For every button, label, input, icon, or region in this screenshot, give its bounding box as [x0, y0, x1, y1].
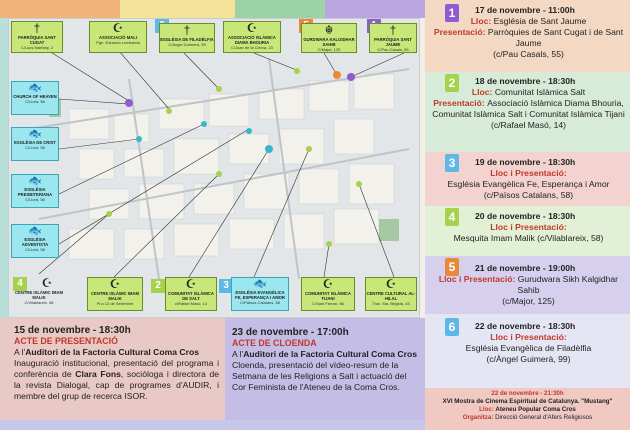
event-addr: (c/Països Catalans, 58)	[483, 190, 574, 200]
presentacio-label: Presentació:	[433, 98, 488, 108]
event-addr: (c/Àngel Guimerà, 99)	[486, 354, 571, 364]
lloc-label: Lloc i Presentació:	[490, 332, 567, 342]
event-date: 18 de novembre - 18:30h	[475, 76, 576, 86]
lloc-label: Lloc i Presentació:	[438, 274, 518, 284]
map-box-sant-jaume[interactable]	[369, 23, 417, 53]
box-name: ASSOCIACIÓ ISLÀMICA DIAMA BHOURIA	[228, 35, 276, 45]
box-addr: C/Llorà, 58	[25, 197, 45, 202]
crescent-icon: ☪	[41, 276, 53, 290]
event-body	[431, 87, 626, 131]
map-box-islamica-salt[interactable]	[165, 277, 217, 311]
crescent-icon: ☪	[385, 277, 397, 291]
map-box-tijani[interactable]	[301, 277, 355, 311]
band-green	[235, 0, 325, 18]
cloenda-title: ACTE DE CLOENDA	[232, 338, 317, 348]
map-box-sant-cugat[interactable]	[11, 21, 63, 53]
box-addr: C/Lluís Marfany, 2	[20, 45, 54, 50]
footer-title: XVI Mostra de Cinema Espiritual de Catalunya. "Mustang"	[442, 398, 613, 405]
map-box-mali[interactable]	[89, 21, 147, 53]
footer-org-label: Organitza:	[462, 414, 496, 421]
box-addr: C/Llorà, 58	[25, 145, 45, 150]
box-name: CENTRE CULTURAL AL-HILAL	[366, 291, 416, 301]
city-map[interactable]	[8, 18, 420, 318]
box-addr: C/Pau Casals, 55	[377, 47, 409, 52]
event-body	[431, 274, 626, 307]
event-date: 20 de novembre - 18:30h	[475, 211, 576, 221]
events-panel	[425, 0, 630, 430]
box-name: ESGLÉSIA ADVENTISTA	[21, 237, 49, 247]
box-addr: Trav. Sta. Brígida, 45	[372, 301, 410, 306]
map-box-fe-esperanca[interactable]	[231, 277, 289, 311]
crescent-icon: ☪	[246, 21, 258, 35]
presentacio-value: Associació Islàmica Diama Bhouria, Comunitat Islàmica Salt i Comunitat Islàmica Tijani	[432, 98, 625, 119]
crescent-icon: ☪	[185, 277, 197, 291]
presentacio-date: 15 de novembre - 18:30h	[14, 325, 131, 336]
footer-org	[425, 414, 630, 422]
event-num: 2	[445, 74, 459, 92]
event-date: 21 de novembre - 19:00h	[475, 263, 576, 273]
cross-icon: †	[33, 21, 41, 35]
crescent-icon: ☪	[112, 21, 124, 35]
presentacio-place	[14, 347, 219, 358]
box-addr: C/Sant Ferran, 66	[312, 301, 344, 306]
box-addr: c/Rafael Masó, 14	[174, 301, 208, 306]
presentacio-label: Presentació:	[433, 27, 488, 37]
event-date: 22 de novembre - 18:30h	[475, 321, 576, 331]
box-name: PARRÒQUIA SANT CUGAT	[18, 35, 56, 45]
box-addr: C/Vilablareix, 58	[24, 300, 54, 305]
presentacio-value: Església Evangèlica de Filadèlfia	[465, 343, 592, 353]
presentacio-value: Església Evangèlica Fe, Esperança i Amor	[447, 179, 610, 189]
band-strip	[0, 420, 425, 430]
box-addr: C/Àngel Guimerà, 99	[168, 42, 206, 47]
cloenda-desc: Cloenda, presentació del vídeo-resum de la Setmana de les Religions a Salt i actuació del Cor Feminista de l'Ateneu de la Coma Cros.	[232, 360, 407, 392]
event-num: 3	[445, 154, 459, 172]
event-date: 19 de novembre - 18:30h	[475, 157, 576, 167]
box-name: CENTRE ISLÀMIC IMAM MALIK	[91, 291, 139, 301]
lloc-label: Lloc i Presentació:	[490, 222, 567, 232]
event-body	[431, 16, 626, 60]
map-box-al-hilal[interactable]	[365, 277, 417, 311]
map-num-4: 4	[13, 277, 27, 291]
fish-icon: 🐟	[28, 128, 42, 140]
presentacio-desc	[14, 358, 219, 402]
map-box-adventista[interactable]	[11, 224, 59, 258]
box-addr: C/Llorà, 58	[25, 247, 45, 252]
desc-b: , sociòloga i directora de la revista Dialogal, cap de programes d'AUDIR, i membre del grup de recerca ISOR.	[14, 369, 220, 401]
map-box-heaven[interactable]	[11, 81, 59, 115]
box-name: PARRÒQUIA SANT JAUME	[374, 37, 412, 47]
lloc-label: Lloc:	[471, 87, 495, 97]
band-purple	[325, 0, 425, 18]
event-num: 1	[445, 4, 459, 22]
event-num: 4	[445, 208, 459, 226]
footer-date: 22 de novembre - 21:30h	[491, 390, 564, 397]
place-name: Auditori de la Factoria Cultural Coma Cros	[25, 347, 200, 357]
map-box-imam-malik-2[interactable]	[87, 277, 143, 311]
presentacio-value: Parròquies de Sant Cugat i de Sant Jaume	[487, 27, 624, 48]
fish-icon: 🐟	[28, 225, 42, 237]
fish-icon: 🐟	[28, 82, 42, 94]
box-name: CHURCH OF HEAVEN	[13, 94, 57, 99]
cross-icon: †	[389, 23, 397, 37]
map-streets	[9, 19, 420, 318]
event-addr: (c/Rafael Masó, 14)	[491, 120, 566, 130]
lloc-value: Església de Sant Jaume	[493, 16, 587, 26]
map-num-3: 3	[219, 279, 233, 293]
event-body	[431, 222, 626, 244]
event-body	[431, 332, 626, 365]
place-name: Auditori de la Factoria Cultural Coma Cros	[243, 349, 418, 359]
lloc-label: Lloc i Presentació:	[490, 168, 567, 178]
khanda-icon: ☬	[324, 23, 334, 37]
box-addr: C/Llorà, 58	[25, 99, 45, 104]
fish-icon: 🐟	[253, 278, 267, 290]
box-name: ESGLÉSIA DE FILADÈLFIA	[160, 37, 214, 42]
event-addr: (c/Pau Casals, 55)	[493, 49, 564, 59]
box-name: COMUNITAT ISLÀMICA DE SALT	[168, 291, 214, 301]
crescent-icon: ☪	[109, 277, 121, 291]
desc-a: Inauguració institucional, presentació del programa i conferència de	[14, 358, 219, 379]
presentacio-value: Mesquita Imam Malik	[453, 233, 535, 243]
event-addr: (c/Major, 125)	[502, 296, 555, 306]
box-name: CENTRE ISLÀMIC IMAM MALIK	[15, 290, 63, 300]
event-num: 6	[445, 318, 459, 336]
box-name: GURDWARA KALGIDHAR SAHIB	[303, 37, 355, 47]
section-cloenda	[232, 327, 418, 393]
footer-place	[425, 406, 630, 414]
cloenda-date: 23 de novembre - 17:00h	[232, 327, 349, 338]
event-date: 17 de novembre - 11:00h	[475, 5, 575, 15]
box-name: ESGLÉSIA DE CRIST	[14, 140, 56, 145]
presentacio-title: ACTE DE PRESENTACIÓ	[14, 336, 118, 346]
lloc-value: Comunitat Islàmica Salt	[494, 87, 586, 97]
event-addr: (c/Vilablareix, 58)	[537, 233, 604, 243]
band-yellow	[120, 0, 235, 18]
event-num: 5	[445, 258, 459, 276]
map-box-diama[interactable]	[223, 21, 281, 53]
map-box-filadelfia[interactable]	[159, 23, 215, 53]
fish-icon: 🐟	[28, 175, 42, 187]
place-prefix: A l'	[232, 349, 244, 359]
cross-icon: †	[183, 23, 191, 37]
desc-bold: Clara Fons	[75, 369, 121, 379]
footer-cinema	[425, 388, 630, 430]
footer-place-label: Lloc:	[479, 406, 496, 413]
box-addr: C/Joan de la Cierva, 23	[231, 45, 273, 50]
band-orange	[0, 0, 120, 18]
place-prefix: A l'	[14, 347, 26, 357]
map-num-2: 2	[151, 279, 165, 293]
map-box-imam-malik[interactable]	[13, 277, 65, 311]
event-body	[431, 168, 626, 201]
presentacio-value: Gurudwara Sikh Kalgidhar Sahib	[517, 274, 619, 295]
box-addr: Pl.a 12 de Setembre	[96, 301, 134, 306]
box-addr: Pge. Eduardo Lombarda	[96, 40, 140, 45]
section-presentacio	[14, 325, 219, 402]
crescent-icon: ☪	[322, 277, 334, 291]
band-teal	[0, 18, 8, 318]
box-name: ESGLÉSIA EVANGÈLICA FE, ESPERANÇA I AMOR	[235, 290, 285, 300]
box-addr: C/Major, 125	[317, 47, 341, 52]
footer-org-value: Direcció General d'Afers Religiosos	[495, 414, 593, 421]
map-box-presbiteriana[interactable]	[11, 174, 59, 208]
map-box-gurdwara[interactable]	[301, 23, 357, 53]
box-addr: C/Països Catalans, 58	[240, 300, 280, 305]
map-box-crist[interactable]	[11, 127, 59, 161]
box-name: COMUNITAT ISLÀMICA TIJANI	[305, 291, 351, 301]
lloc-label: Lloc:	[470, 16, 494, 26]
box-name: ESGLÉSIA PRESBITERIANA	[17, 187, 53, 197]
box-name: ASSOCIACIÓ MALI	[99, 35, 137, 40]
cloenda-place	[232, 349, 418, 360]
footer-place-value: Ateneu Popular Coma Cros	[495, 406, 576, 413]
